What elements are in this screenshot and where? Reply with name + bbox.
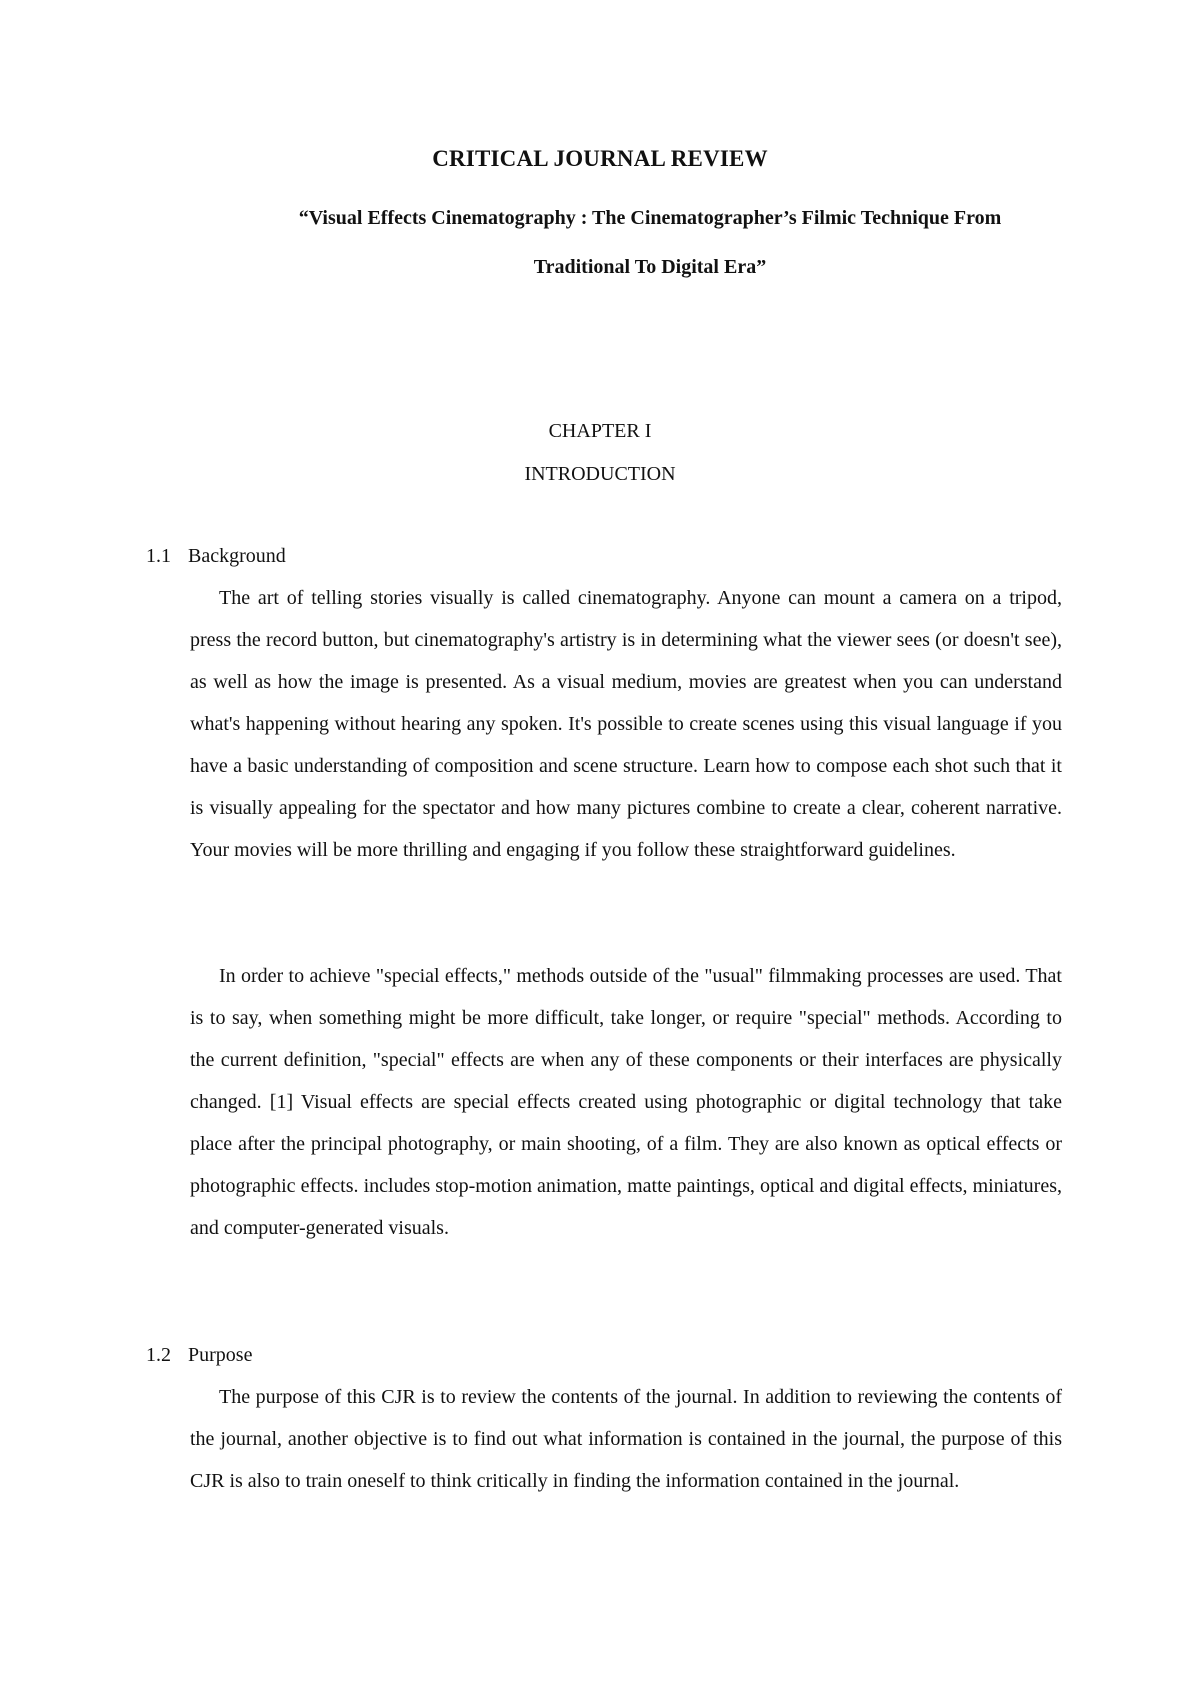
purpose-paragraph: The purpose of this CJR is to review the contents of the journal. In addition to reviewing the contents of the journal, another objective is to find out what information is contained in the journal, the purpose of this CJR is also to train oneself to think critically in finding the information contained in the journal. <box>190 1386 1062 1492</box>
chapter-title: INTRODUCTION <box>524 463 676 485</box>
background-paragraph-2: In order to achieve "special effects," methods outside of the "usual" filmmaking processes are used. That is to say, when something might be more difficult, take longer, or require "special" methods. According to the current definition, "special" effects are when any of these components or their interfaces are physically changed. [1] Visual effects are special effects created using photographic or digital technology that take place after the principal photography, or main shooting, of a film. They are also known as optical effects or photographic effects. includes stop-motion animation, matte paintings, optical and digital effects, miniatures, and computer-generated visuals. <box>190 965 1062 1239</box>
section-heading-background <box>146 545 286 568</box>
document-subtitle: “Visual Effects Cinematography : The Cinematographer’s Filmic Technique From Traditional To Digital Era” <box>298 207 1002 278</box>
section-title: Purpose <box>188 1344 253 1366</box>
section-title: Background <box>188 545 286 567</box>
background-paragraph-1: The art of telling stories visually is called cinematography. Anyone can mount a camera on a tripod, press the record button, but cinematography's artistry is in determining what the viewer sees (or doesn't see), as well as how the image is presented. As a visual medium, movies are greatest when you can understand what's happening without hearing any spoken. It's possible to create scenes using this visual language if you have a basic understanding of composition and scene structure. Learn how to compose each shot such that it is visually appealing for the spectator and how many pictures combine to create a clear, coherent narrative. Your movies will be more thrilling and engaging if you follow these straightforward guidelines. <box>190 587 1062 861</box>
document-title: CRITICAL JOURNAL REVIEW <box>432 146 768 171</box>
chapter-number: CHAPTER I <box>548 420 652 442</box>
section-number: 1.2 <box>146 1344 171 1366</box>
section-heading-purpose <box>146 1344 252 1367</box>
section-number: 1.1 <box>146 545 171 567</box>
